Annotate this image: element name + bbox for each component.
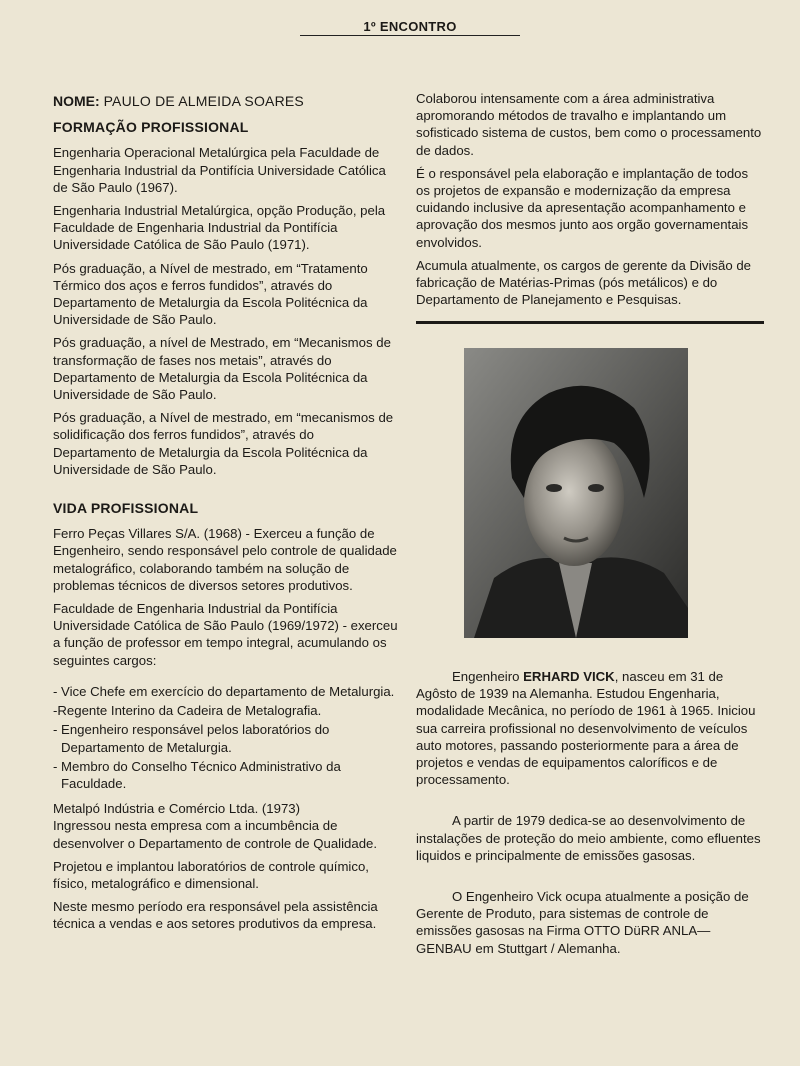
page-header bbox=[300, 18, 520, 36]
metalpo-paragraph: Ingressou nesta empresa com a incumbência de desenvolver o Departamento de controle de Qualidade. bbox=[53, 818, 378, 851]
right-paragraph: Colaborou intensamente com a área administrativa apromorando métodos de travalho e implantando um sofisticado sistema de custos, bem como o processamento de dados. bbox=[416, 91, 762, 158]
formacao-paragraph: Pós graduação, a Nível de mestrado, em “Tratamento Térmico dos aços e ferros fundidos”, através do Departamento de Metalurgia da Escola Politécnica da Universidade de São Paulo. bbox=[53, 260, 368, 328]
vida-title: VIDA PROFISSIONAL bbox=[53, 500, 199, 517]
bio-paragraph: A partir de 1979 dedica-se ao desenvolvimento de instalações de proteção do meio ambiente, como efluentes liquidos e principalmente de emissões gasosas. bbox=[416, 813, 761, 863]
bio-paragraph: O Engenheiro Vick ocupa atualmente a posição de Gerente de Produto, para sistemas de controle de emissões gasosas na Firma OTTO DüRR ANLA—GENBAU em Stuttgart / Alemanha. bbox=[416, 889, 749, 956]
name-line bbox=[53, 93, 398, 110]
name-value: PAULO DE ALMEIDA SOARES bbox=[103, 93, 304, 109]
metalpo-heading: Metalpó Indústria e Comércio Ltda. (1973) bbox=[53, 801, 301, 817]
left-column bbox=[53, 93, 398, 939]
formacao-title: FORMAÇÃO PROFISSIONAL bbox=[53, 119, 249, 136]
section-divider bbox=[416, 321, 764, 324]
cargo-item: - Engenheiro responsável pelos laboratórios do Departamento de Metalurgia. bbox=[53, 722, 330, 755]
formacao-paragraph: Engenharia Operacional Metalúrgica pela Faculdade de Engenharia Industrial da Pontifícia Universidade Católica de São Paulo (1967). bbox=[53, 145, 386, 195]
metalpo-paragraph: Projetou e implantou laboratórios de controle químico, físico, metalográfico e dimensional. bbox=[53, 858, 369, 891]
person-name: ERHARD VICK bbox=[523, 669, 615, 684]
header-title: 1º ENCONTRO bbox=[363, 19, 457, 34]
right-column-top bbox=[416, 90, 764, 314]
cargo-item: -Regente Interino da Cadeira de Metalografia. bbox=[53, 703, 322, 719]
portrait-photo bbox=[464, 348, 688, 638]
vida-paragraph: Ferro Peças Villares S/A. (1968) - Exerceu a função de Engenheiro, sendo responsável pelo controle de qualidade metalográfico, colaborando também na solução de problemas técnicos de diversos setores produtivos. bbox=[53, 526, 397, 593]
vida-paragraph: Faculdade de Engenharia Industrial da Pontifícia Universidade Católica de São Paulo (1969/1972) - exerceu a função de professor em tempo integral, acumulando os seguintes cargos: bbox=[53, 601, 398, 668]
bio-paragraph: Engenheiro ERHARD VICK, nasceu em 31 de Agôsto de 1939 na Alemanha. Estudou Engenharia, modalidade Mecânica, no período de 1961 à 1965. Iniciou sua carreira profissional no desenvolvimento de veículos auto motores, passando posteriormente para a área de projetos e vendas de equipamentos caloríficos e de processamento. bbox=[416, 669, 756, 788]
right-paragraph: Acumula atualmente, os cargos de gerente da Divisão de fabricação de Matérias-Primas (pós metálicos) e do Departamento de Planejamento e Pesquisas. bbox=[416, 257, 752, 308]
formacao-paragraph: Pós graduação, a nível de Mestrado, em “Mecanismos de transformação de fases nos metais”, através do Departamento de Metalurgia da Escola Politécnica da Universidade de São Paulo. bbox=[53, 335, 391, 403]
formacao-paragraph: Pós graduação, a Nível de mestrado, em “mecanismos de solidificação dos ferros fundidos”, através do Departamento de Metalurgia da Escola Politécnica da Universidade de São Paulo. bbox=[53, 410, 394, 477]
bio-section bbox=[416, 668, 764, 981]
cargo-item: - Membro do Conselho Técnico Administrativo da Faculdade. bbox=[53, 758, 341, 791]
cargo-item: - Vice Chefe em exercício do departamento de Metalurgia. bbox=[53, 683, 395, 699]
metalpo-paragraph: Neste mesmo período era responsável pela assistência técnica a vendas e aos setores produtivos da empresa. bbox=[53, 899, 378, 932]
cargos-list bbox=[53, 683, 398, 792]
formacao-paragraph: Engenharia Industrial Metalúrgica, opção Produção, pela Faculdade de Engenharia Industrial da Pontifícia Universidade Católica de São Paulo (1971). bbox=[53, 203, 386, 253]
right-paragraph: É o responsável pela elaboração e implantação de todos os projetos de expansão e modernização da empresa cuidando inclusive da apresentação acompanhamento e aprovação dos mesmos junto aos orgão governamentais envolvidos. bbox=[416, 165, 749, 250]
name-label: NOME: bbox=[53, 93, 100, 109]
